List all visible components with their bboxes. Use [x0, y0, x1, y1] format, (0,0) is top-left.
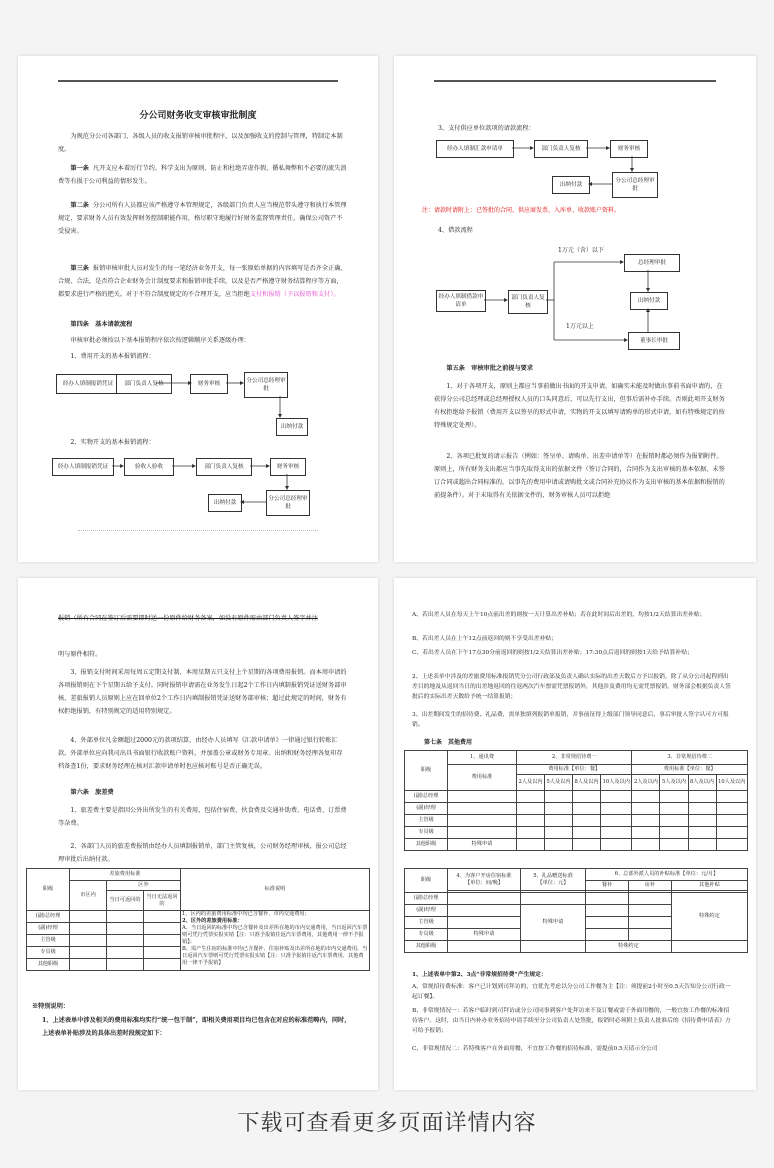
row-level: (副)总经理	[27, 911, 70, 923]
row-level: (副)总经理	[405, 791, 448, 803]
document-page-3	[18, 578, 378, 1090]
col-header: 10人及以内	[601, 775, 632, 791]
special-request: 特殊申请	[448, 929, 521, 941]
note-1: 1、区内的差旅费用标准中均已含餐补、市内交通费用；	[182, 911, 310, 917]
header-level: 职级	[27, 869, 70, 911]
article-6-para-1: 1、旅差费主要是指因公外出所发生的有关费用，包括住宿费、伙食费及交通补助费、电话费、订票费等杂费。	[58, 807, 347, 827]
flow2-step-1: 经办人填制报销凭证	[52, 458, 114, 476]
travel-rule-2: 2、上述表单中涉及的差旅费用标准报销凭分公司行政部及负责人确认实际的出差天数后方予以报销，除了从分公司起程到出差目的地及从返回当日的出差地返回的往返两次汽车票需凭票报销外，其他涉及费用均无需凭票报销，财务部会根据负责人签批后的实际出差天数给予统一结算报销；	[412, 674, 731, 700]
page-divider	[78, 530, 318, 531]
flow4-step-2: 部门负责人复核	[508, 290, 548, 314]
article-5-para-1: 1、对于各项开支，原则上都应当事前做出书面的开支申请，如确实未能及时做出事前书面申请的，在获得分公司总经理或总经理授权人员的口头同意后，可以先行支出，但事后需补办手续。否则此项开支财务有权拒绝给予报销（费用开支以签呈的形式申请，实物的开支以填写请购单的形式申请，如有特殊规定的按特殊规定处理）。	[434, 383, 725, 429]
col-other: 其他补贴	[671, 881, 747, 891]
travel-rule-a	[412, 610, 734, 620]
article-3-head: 第三条	[70, 265, 89, 272]
other-expense-table-1	[404, 750, 748, 851]
header-gift	[521, 869, 586, 891]
flow4-step-5: 出纳付款	[630, 292, 668, 310]
document-page-1	[18, 56, 378, 562]
header-entertain-1: 2、非常规招待费一	[517, 751, 632, 765]
fixed-agreement: 特殊约定	[671, 893, 747, 941]
flow4-step-1: 经办人填制借款申请单	[436, 290, 486, 312]
header-not-same-day: 当日无法返回的	[144, 891, 181, 911]
col-header: 8人及以内	[573, 775, 601, 791]
header-standard: 差旅费用标准	[70, 869, 181, 881]
flow4-label: 4、借款流程	[438, 227, 473, 234]
header-lodging-title: 4、为客户开房住宿标准	[456, 872, 512, 879]
flow2-label: 2、实物开支的基本报销流程：	[70, 439, 155, 446]
header-allowance-unit: 【单位：元/月】	[680, 871, 719, 877]
header-city: 市区内	[70, 881, 107, 911]
flow2-arrows	[18, 56, 378, 562]
flow2-step-2: 验收人验收	[124, 458, 174, 476]
article-1-head: 第一条	[70, 165, 89, 172]
special-title: ※特别说明：	[32, 1003, 70, 1010]
col-room: 房补	[628, 881, 671, 891]
flow3-step-5: 出纳付款	[552, 176, 590, 194]
flow1-label: 1、费用开支的基本报销流程：	[70, 353, 155, 360]
row-level: (副)经理	[27, 923, 70, 935]
header-note: 标准说明	[181, 869, 370, 911]
travel-rule-a-text: A、若出差人员在每天上午10点前出差的则按一天计算出差补贴；若在此时间后出差的，均按1/2天结算出差补贴；	[412, 612, 706, 618]
header-allowance	[586, 869, 748, 881]
row-level: 主管级	[27, 935, 70, 947]
header-same-day: 当日可返回的	[107, 891, 144, 911]
flow2-step-6: 出纳付款	[208, 494, 242, 512]
entertain-rule-a: A、常规招待费标准：客户已计划到司拜访的，宜优先考虑以分公司工作餐为主【注：须提前2小时至0.5天告知分公司行政一起订餐】。	[412, 984, 731, 1000]
header-telecom: 1、通讯费	[448, 751, 517, 765]
flow1-step-4: 分公司总经理审批	[244, 372, 288, 398]
note-2: 2、区外的差旅费用标准：	[182, 918, 243, 924]
flow3-note: 注：请款时请附上：已签批的合同、供应商发票、入库单、收款账户资料。	[422, 207, 621, 214]
article-4-title: 第四条 基本请款流程	[70, 321, 133, 328]
entertain-rule-b: B、非常规情况一：若客户临时到司拜访或分公司同事到客户处拜访来不及订餐或需于外面用餐的，一般宜按工作餐的标准招待客户。这时，由当日内补办业务招待申请手续至分公司负责人处签批，报销时必须附上负责人批准后的《招待费申请表》方可给予报销；	[412, 1008, 731, 1034]
article-3-text: 报销审核审批人员对发生的每一笔经济业务开支，每一张原始单据的内容填写是否齐全正确、合规、合法，是否符合企业财务会计制度要求和报销审批手续，以及是否严格遵守财务结算程序等方面，都要求进行严格的把关。对于不符合制度规定的不合理开支，应当拒绝	[58, 265, 347, 298]
row-level: 其他职级	[27, 959, 70, 971]
col-header: 8人及以内	[688, 775, 716, 791]
flow3-step-2: 部门负责人复核	[534, 140, 588, 158]
flow3-label: 3、支付供应单位款项的请款流程：	[438, 125, 535, 132]
flow3-step-1: 经办人填制汇款申请单	[436, 140, 514, 158]
special-request: 特殊申请	[521, 905, 586, 941]
flow4-above-limit: 1万元以上	[566, 323, 594, 330]
header-level: 职级	[405, 869, 448, 893]
travel-rule-c: C、若出差人员在下午17点30分前返回的则按1/2天结算出差补贴；17:30点后返回的则按1天给予结算补贴；	[412, 650, 693, 656]
header-entertain-2-std: 费用标准【单位：餐】	[632, 765, 748, 775]
row-level: 专员级	[405, 827, 448, 839]
article-3-highlight: 支付和报销（予以报销和支付）。	[249, 291, 340, 298]
flow4-step-3: 总经理审批	[624, 254, 680, 272]
continuation-text: 明与原件相符。	[58, 651, 102, 658]
other-expense-table-2	[404, 868, 748, 953]
header-gift-unit: 【单位：元】	[537, 879, 569, 886]
article-1-text: 凡开支应本着厉行节约、科学支出为原则，防止和杜绝弄虚作假、循私舞弊和不必要的流失浪费等有损于公司利益的情形发生。	[58, 165, 347, 185]
flow3-step-3: 财务审核	[610, 140, 648, 158]
article-6-para-2: 2、各部门人员的旅差费报销由经办人员填制报销单，部门主管复核，公司财务经理审核，报公司总经理审批后出纳付款。	[58, 843, 347, 863]
flow4-below-limit: 1万元（含）以下	[558, 247, 604, 254]
flow2-step-5: 分公司总经理审批	[266, 490, 310, 516]
reimbursement-para-3: 3、报销支付时间采用每周五定期支付制，本周星期五只支付上个星期的各项费用报销。而本周申请的各项报销则在下个星期五给予支付。同时报销申请需在业务发生日起2个工作日内填制报销凭证送财务部审核，差旅报销人员原则上应在回单位2个工作日内填制报销凭证送财务部审核；超过此规定的时间，财务有权拒绝报销，有特别规定的适用特别规定。	[58, 669, 347, 715]
standard-notes	[181, 911, 370, 971]
col-header: 2人及以内	[517, 775, 545, 791]
row-level: 其他职级	[405, 941, 448, 953]
document-page-4	[394, 578, 756, 1090]
special-request: 特殊申请	[448, 839, 517, 851]
entertain-rule-title: 1、上述表单中第2、3点“非常规招待费”产生规定：	[412, 972, 547, 978]
row-level: 专员级	[405, 929, 448, 941]
article-4-intro: 审核审批必须按以下基本报销程序依次按逻辑顺序关系逐级办理：	[70, 337, 250, 344]
header-outside: 区外	[107, 881, 181, 891]
special-note-1: 1、上述表单中涉及相关的费用标准均实行“统一包干制”，即相关费用项目均已包含在对应的标准范畴内，同时，上述表单补贴涉及的具体出差时段规定如下：	[42, 1017, 351, 1037]
flow1-step-1: 经办人填制报销凭证	[56, 374, 120, 394]
header-lodging-unit: 【单位：间/晚】	[464, 879, 504, 886]
travel-expense-table	[26, 868, 370, 971]
flow1-step-5: 出纳付款	[276, 418, 308, 436]
note-b: B、需产生住宿的标准中均已含餐补、住宿补贴及出差所在地的市内交通费用，当日返回汽车票则可凭行凭票实报实销【注：只准予报销往返汽车票费用，其他费用一律不予报销】	[182, 946, 368, 966]
header-lodging	[448, 869, 521, 891]
article-5-title: 第五条 审核审批之前提与要求	[446, 365, 534, 372]
flow4-step-4: 董事长审批	[628, 332, 680, 350]
article-6-title: 第六条 旅差费	[70, 789, 114, 796]
row-level: 主管级	[405, 917, 448, 929]
article-5-para-2: 2、各项已批复的请示报告（例如：签呈单、请购单、出差申请单等）在报销时都必须作为报销附件。原则上，所有财务支出都应当事先取得支出的依据文件（签订合同的，合同作为支出审核的基本依据，未签订合同或超出合同标准的，以事先的费用申请或请购批文或合同补充协议作为支出审核的基本依据和报销的前提条件）。对于未取得有关依据文件的，财务审核人员可以拒绝	[434, 453, 725, 499]
article-7-title: 第七条 其他费用	[424, 739, 473, 746]
col-header: 10人及以内	[716, 775, 747, 791]
header-allowance-title: 6、总部外派人员的补贴标准	[614, 871, 681, 877]
download-more-link[interactable]: 下载可查看更多页面详情内容	[237, 1111, 537, 1136]
row-level: (副)经理	[405, 905, 448, 917]
fixed-agreement: 特殊约定	[586, 941, 672, 953]
row-level: 主管级	[405, 815, 448, 827]
header-level: 职级	[405, 751, 448, 791]
article-2-head: 第二条	[70, 202, 89, 209]
article-2-text: 分公司所有人员都应该严格遵守本管理规定，各级部门负责人应当模范带头遵守和执行本管理规定，要求财务人员有效发挥财务控制职能作用，格尽职守地履行好财务监督管理责任，确保公司资产不受侵害。	[58, 202, 347, 235]
travel-rule-3: 3、出差期间发生的招待费、礼品费，需单独填列报销单报销，并事前征得上级部门领导同意后，事后审批人签字认可方可报销。	[412, 712, 729, 728]
col-header: 5人及以内	[660, 775, 688, 791]
note-a: A、当日返回的标准中均已含餐补及出差所在地的市内交通费用，当日返回汽车票则可凭行凭票实报实销【注：只准予报销往返汽车票费用，其他费用一律不予报销】；	[182, 925, 368, 945]
header-entertain-2: 3、非常规招待费二	[632, 751, 748, 765]
row-level: 其他职级	[405, 839, 448, 851]
strike-text: 报销（所有合同在签订后需要即时送一份原件给财务备案，如没有原件需由部门负责人签字并注	[58, 615, 318, 622]
intro-paragraph: 为规范分公司各部门、各级人员的收支报销审核审批程序，以及加强收支的控制与管理，特制定本制度。	[58, 133, 343, 153]
flow3-step-4: 分公司总经理审批	[612, 172, 658, 198]
reimbursement-para-4: 4、外部单位凡金额超过2000元的款项结算，由经办人员填写《汇款申请单》一律通过银行转账汇款。外部单位应向我司出具书面银行收款账户资料，并加盖公章或财务专用章。出纳和财务经理各复印存档备查1份，要求财务经理在核对汇款申请单时也应核对账号是否正确无误。	[58, 737, 343, 770]
row-level: (副)总经理	[405, 893, 448, 905]
entertain-rule-c: C、非常规情况二：若特殊客户在外面用餐，不宜按工作餐的招待标准，需提前0.5天请示分公司	[412, 1046, 658, 1052]
document-page-2	[394, 56, 756, 562]
flow1-step-3: 财务审核	[190, 374, 228, 394]
header-gift-title: 5、礼品赠送标准	[533, 872, 573, 879]
flow1-step-2: 部门负责人复核	[116, 374, 172, 394]
header-entertain-1-std: 费用标准【单位：餐】	[517, 765, 632, 775]
travel-rule-b: B、若出差人员在上午12点前返回的则不享受出差补贴；	[412, 636, 557, 642]
flow2-step-3: 部门负责人复核	[196, 458, 252, 476]
col-header: 2人及以内	[632, 775, 660, 791]
col-meal: 餐补	[586, 881, 629, 891]
row-level: 专员级	[27, 947, 70, 959]
col-header: 5人及以内	[545, 775, 573, 791]
row-level: (副)经理	[405, 803, 448, 815]
header-telecom-std: 费用标准	[448, 765, 517, 791]
page-title: 分公司财务收支审核审批制度	[139, 111, 257, 121]
flow2-step-4: 财务审核	[270, 458, 306, 476]
